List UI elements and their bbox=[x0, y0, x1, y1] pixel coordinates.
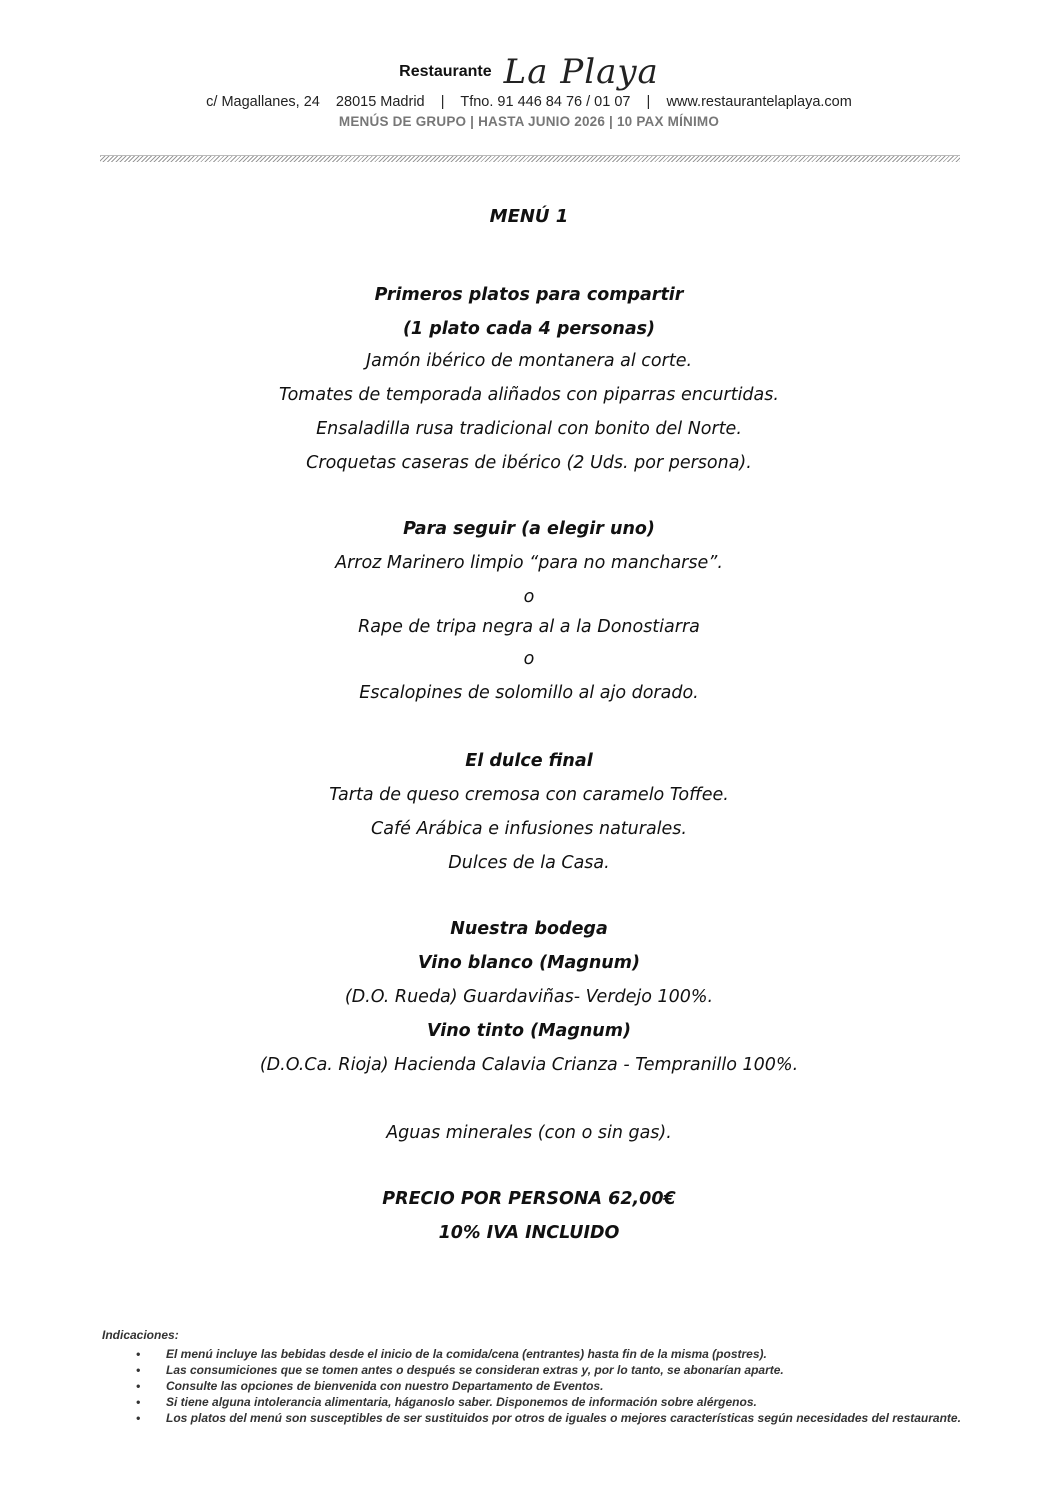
brand-logo-text: La Playa bbox=[503, 52, 659, 92]
menu-line: o bbox=[523, 587, 535, 607]
menu-line: (D.O.Ca. Rioja) Hacienda Calavia Crianza - Tempranillo 100%. bbox=[259, 1055, 799, 1075]
note-text: El menú incluye las bebidas desde el inicio de la comida/cena (entrantes) hasta fin de la misma (postres). bbox=[166, 1347, 767, 1361]
brand-prefix: Restaurante bbox=[399, 63, 492, 80]
list-item bbox=[136, 1362, 962, 1378]
menu-line: Primeros platos para compartir bbox=[374, 285, 684, 305]
menu-line: Aguas minerales (con o sin gas). bbox=[386, 1123, 672, 1143]
notes-section bbox=[102, 1328, 962, 1426]
menu-line: (1 plato cada 4 personas) bbox=[402, 319, 656, 339]
menu-line: Croquetas caseras de ibérico (2 Uds. por persona). bbox=[306, 453, 752, 473]
menu-line: Arroz Marinero limpio “para no mancharse”. bbox=[335, 553, 723, 573]
menu-subtitle: MENÚS DE GRUPO | HASTA JUNIO 2026 | 10 PAX MÍNIMO bbox=[338, 114, 720, 129]
list-item bbox=[136, 1394, 962, 1410]
bullet-icon: • bbox=[136, 1411, 141, 1425]
menu-line: Tomates de temporada aliñados con piparras encurtidas. bbox=[279, 385, 779, 405]
note-text: Los platos del menú son susceptibles de ser sustituidos por otros de iguales o mejores características según necesidades del restaurante. bbox=[166, 1411, 961, 1425]
tax-line: 10% IVA INCLUIDO bbox=[438, 1223, 620, 1243]
menu-line: El dulce final bbox=[465, 751, 593, 771]
page-header bbox=[0, 52, 1058, 129]
bullet-icon: • bbox=[136, 1347, 141, 1361]
menu-line: Vino blanco (Magnum) bbox=[418, 953, 640, 973]
menu-line: Dulces de la Casa. bbox=[448, 853, 610, 873]
list-item bbox=[136, 1378, 962, 1394]
bullet-icon: • bbox=[136, 1379, 141, 1393]
note-text: Si tiene alguna intolerancia alimentaria, háganoslo saber. Disponemos de información sobre alérgenos. bbox=[166, 1395, 757, 1409]
menu-line: Rape de tripa negra al a la Donostiarra bbox=[358, 617, 700, 637]
contact-line: c/ Magallanes, 24 28015 Madrid | Tfno. 91 446 84 76 / 01 07 | www.restaurantelaplaya.com bbox=[206, 94, 852, 110]
menu-line: Ensaladilla rusa tradicional con bonito del Norte. bbox=[316, 419, 742, 439]
notes-list bbox=[102, 1346, 962, 1426]
bullet-icon: • bbox=[136, 1363, 141, 1377]
menu-line: Para seguir (a elegir uno) bbox=[403, 519, 655, 539]
menu-line: (D.O. Rueda) Guardaviñas- Verdejo 100%. bbox=[344, 987, 714, 1007]
price-line: PRECIO POR PERSONA 62,00€ bbox=[382, 1189, 676, 1209]
header-divider bbox=[100, 155, 960, 162]
note-text: Consulte las opciones de bienvenida con nuestro Departamento de Eventos. bbox=[166, 1379, 604, 1393]
menu-line: Escalopines de solomillo al ajo dorado. bbox=[359, 683, 699, 703]
note-text: Las consumiciones que se tomen antes o después se consideran extras y, por lo tanto, se abonarían aparte. bbox=[166, 1363, 784, 1377]
menu-line: Nuestra bodega bbox=[450, 919, 608, 939]
notes-title: Indicaciones: bbox=[102, 1328, 179, 1342]
list-item bbox=[136, 1410, 962, 1426]
menu-line: o bbox=[523, 649, 535, 669]
menu-line: Jamón ibérico de montanera al corte. bbox=[365, 351, 693, 371]
bullet-icon: • bbox=[136, 1395, 141, 1409]
menu-line: Café Arábica e infusiones naturales. bbox=[371, 819, 687, 839]
menu-line: Tarta de queso cremosa con caramelo Toffee. bbox=[329, 785, 729, 805]
brand-line bbox=[0, 52, 1058, 92]
list-item bbox=[136, 1346, 962, 1362]
menu-title: MENÚ 1 bbox=[489, 206, 569, 227]
menu-line: Vino tinto (Magnum) bbox=[426, 1021, 631, 1041]
